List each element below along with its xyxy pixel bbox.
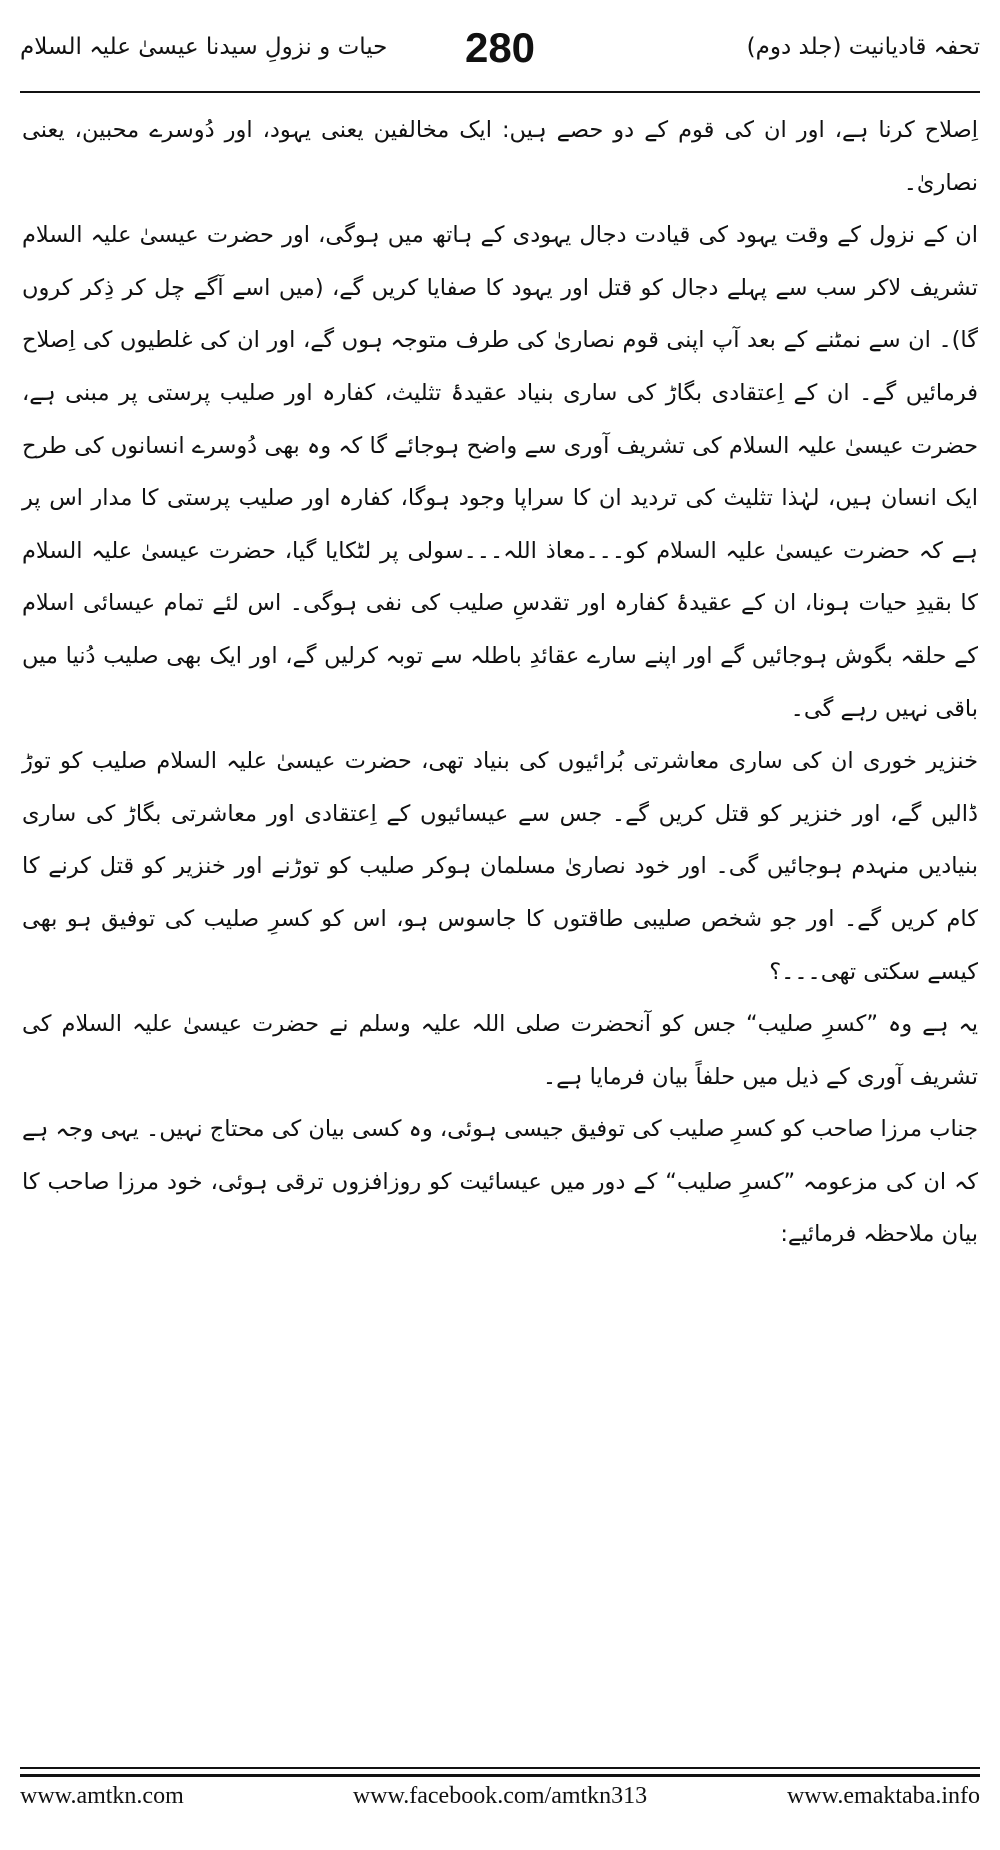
footer-divider-thick (20, 1774, 980, 1777)
footer-link-emaktaba[interactable]: www.emaktaba.info (786, 1783, 980, 1809)
paragraph-2: ان کے نزول کے وقت یہود کی قیادت دجال یہودی کے ہاتھ میں ہوگی، اور حضرت عیسیٰ علیہ السلام تشریف لاکر سب سے پہلے دجال کو قتل اور یہود کا صفایا کریں گے، (میں اسے آگے چل کر ذِکر کروں گا)۔ ان سے نمٹنے کے بعد آپ اپنی قوم نصاریٰ کی طرف متوجہ ہوں گے، اور ان کی غلطیوں کی اِصلاح فرمائیں گے۔ ان کے اِعتقادی بگاڑ کی ساری بنیاد عقیدۂ تثلیث، کفارہ اور صلیب پرستی پر مبنی ہے، حضرت عیسیٰ علیہ السلام کی تشریف آوری سے واضح ہوجائے گا کہ وہ بھی دُوسرے انسانوں کی طرح ایک انسان ہیں، لہٰذا تثلیث کی تردید ان کا سراپا وجود ہوگا، کفارہ اور صلیب پرستی کا مدار اس پر ہے کہ حضرت عیسیٰ علیہ السلام کو۔۔۔معاذ اللہ۔۔۔سولی پر لٹکایا گیا، حضرت عیسیٰ علیہ السلام کا بقیدِ حیات ہونا، ان کے عقیدۂ کفارہ اور تقدسِ صلیب کی نفی ہوگی۔ اس لئے تمام عیسائی اسلام کے حلقہ بگوش ہوجائیں گے اور اپنے سارے عقائدِ باطلہ سے توبہ کرلیں گے، اور ایک بھی صلیب دُنیا میں باقی نہیں رہے گی۔ (22, 222, 978, 722)
page-number: 280 (464, 24, 536, 71)
chapter-title: حیات و نزولِ سیدنا عیسیٰ علیہ السلام (20, 34, 388, 60)
paragraph-5: جناب مرزا صاحب کو کسرِ صلیب کی توفیق جیسی ہوئی، وہ کسی بیان کی محتاج نہیں۔ یہی وجہ ہے کہ ان کی مزعومہ ”کسرِ صلیب“ کے دور میں عیسائیت کو روزافزوں ترقی ہوئی، خود مرزا صاحب کا بیان ملاحظہ فرمائیے: (22, 1116, 978, 1248)
page-footer (20, 1783, 980, 1823)
footer-link-facebook[interactable]: www.facebook.com/amtkn313 (352, 1783, 648, 1809)
footer-divider-thin (20, 1767, 980, 1769)
book-title: تحفہ قادیانیت (جلد دوم) (746, 34, 980, 60)
paragraph-4: یہ ہے وہ ”کسرِ صلیب“ جس کو آنحضرت صلی اللہ علیہ وسلم نے حضرت عیسیٰ علیہ السلام کی تشریف آوری کے ذیل میں حلفاً بیان فرمایا ہے۔ (22, 1011, 978, 1090)
footer-link-amtkn[interactable]: www.amtkn.com (20, 1783, 184, 1809)
paragraph-1: اِصلاح کرنا ہے، اور ان کی قوم کے دو حصے ہیں: ایک مخالفین یعنی یہود، اور دُوسرے محبین، یعنی نصاریٰ۔ (22, 117, 978, 196)
page-header (20, 24, 980, 84)
header-divider (20, 91, 980, 93)
paragraph-3: خنزیر خوری ان کی ساری معاشرتی بُرائیوں کی بنیاد تھی، حضرت عیسیٰ علیہ السلام صلیب کو توڑ ڈالیں گے، اور خنزیر کو قتل کریں گے۔ جس سے عیسائیوں کے اِعتقادی اور معاشرتی بگاڑ کی ساری بنیادیں منہدم ہوجائیں گی۔ اور خود نصاریٰ مسلمان ہوکر صلیب کو توڑنے اور خنزیر کو قتل کرنے کا کام کریں گے۔ اور جو شخص صلیبی طاقتوں کا جاسوس ہو، اس کو کسرِ صلیب کی توفیق ہو بھی کیسے سکتی تھی۔۔۔؟ (22, 748, 978, 985)
page-body (22, 104, 978, 1261)
